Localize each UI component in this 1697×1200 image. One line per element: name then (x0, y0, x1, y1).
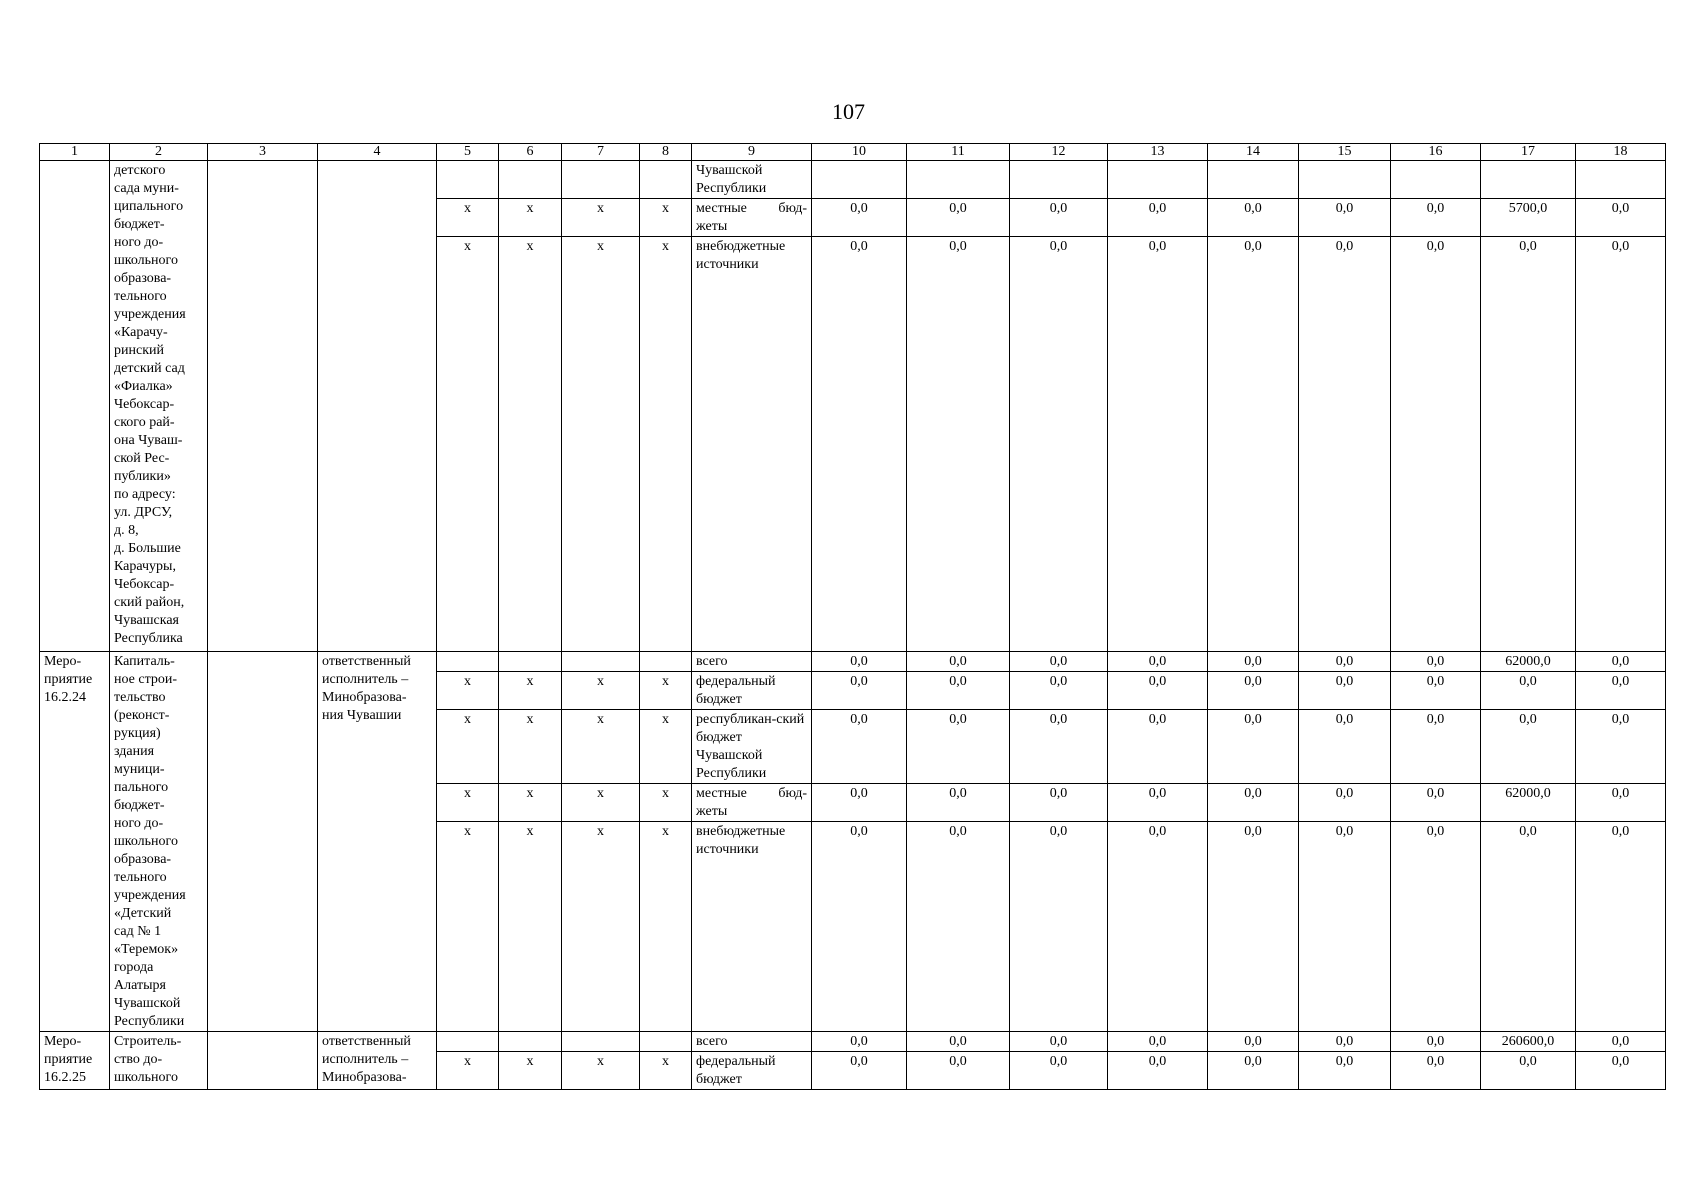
text-line: школьного (114, 834, 178, 849)
value-cell: 0,0 (1576, 710, 1666, 784)
text-line: ство до- (114, 1052, 163, 1067)
text-line: ния Чувашии (322, 708, 402, 723)
funding-source-cell: внебюджетные источники (692, 822, 812, 1032)
header-cell: 9 (692, 144, 812, 161)
value-cell: 5700,0 (1481, 199, 1576, 237)
value-cell: 0,0 (1108, 784, 1208, 822)
value-cell: 0,0 (1208, 672, 1299, 710)
event-number-cell (40, 161, 110, 652)
header-cell: 14 (1208, 144, 1299, 161)
value-cell: 0,0 (812, 822, 907, 1032)
code-cell: x (562, 784, 640, 822)
funding-source-cell: местные бюд-жеты (692, 199, 812, 237)
executor-cell (318, 652, 437, 1032)
text-line: тельство (114, 690, 166, 705)
value-cell: 0,0 (1208, 199, 1299, 237)
value-cell (1010, 161, 1108, 199)
value-cell: 0,0 (1299, 710, 1391, 784)
text-line: учреждения (114, 888, 186, 903)
header-cell: 11 (907, 144, 1010, 161)
value-cell: 0,0 (1391, 784, 1481, 822)
text-line: она Чуваш- (114, 433, 183, 448)
code-cell (437, 1032, 499, 1052)
value-cell: 0,0 (1576, 1052, 1666, 1090)
funding-source-cell: республикан-ский бюджет Чувашской Республики (692, 710, 812, 784)
code-cell (499, 1032, 562, 1052)
funding-source-cell: внебюджетные источники (692, 237, 812, 652)
value-cell: 0,0 (1208, 822, 1299, 1032)
text-line: ской Рес- (114, 451, 170, 466)
value-cell (812, 161, 907, 199)
event-name-cell (110, 652, 208, 1032)
value-cell: 0,0 (1481, 672, 1576, 710)
code-cell: x (437, 1052, 499, 1090)
text-line: 16.2.24 (44, 690, 86, 705)
value-cell: 0,0 (1010, 672, 1108, 710)
text-line: образова- (114, 271, 172, 286)
code-cell (437, 161, 499, 199)
text-line: Строитель- (114, 1034, 182, 1049)
table-row (40, 1032, 1666, 1052)
code-cell (640, 1032, 692, 1052)
value-cell (1391, 161, 1481, 199)
header-cell: 16 (1391, 144, 1481, 161)
value-cell: 0,0 (1576, 822, 1666, 1032)
header-cell: 3 (208, 144, 318, 161)
value-cell (1108, 161, 1208, 199)
value-cell: 0,0 (1010, 822, 1108, 1032)
value-cell: 0,0 (1576, 199, 1666, 237)
text-line: сада муни- (114, 181, 179, 196)
text-line: Алатыря (114, 978, 166, 993)
code-cell: x (562, 237, 640, 652)
funding-source-cell: федеральный бюджет (692, 672, 812, 710)
value-cell: 0,0 (907, 710, 1010, 784)
text-line: ский район, (114, 595, 185, 610)
text-line: приятие (44, 1052, 93, 1067)
event-name-cell (110, 161, 208, 652)
text-line: тельного (114, 870, 167, 885)
table-row (40, 161, 1666, 199)
code-cell: x (437, 784, 499, 822)
text-line: Республики (114, 1014, 185, 1029)
text-line: ответственный (322, 1034, 411, 1049)
code-cell: x (499, 237, 562, 652)
text-line: школьного (114, 253, 178, 268)
value-cell: 0,0 (1481, 710, 1576, 784)
text-line: Чувашской (114, 996, 181, 1011)
code-cell: x (640, 199, 692, 237)
code-cell: x (640, 784, 692, 822)
code-cell: x (640, 1052, 692, 1090)
value-cell: 0,0 (1391, 652, 1481, 672)
value-cell: 0,0 (1481, 1052, 1576, 1090)
code-cell: x (437, 199, 499, 237)
text-line: Чувашская (114, 613, 179, 628)
code-cell: x (437, 237, 499, 652)
executor-cell (318, 161, 437, 652)
text-line: (реконст- (114, 708, 170, 723)
code-cell (562, 652, 640, 672)
text-line: школьного (114, 1070, 178, 1085)
value-cell: 0,0 (1010, 1032, 1108, 1052)
text-line: Меро- (44, 654, 82, 669)
code-cell (640, 652, 692, 672)
text-line: исполнитель – (322, 672, 409, 687)
value-cell: 0,0 (1208, 1032, 1299, 1052)
value-cell: 0,0 (1208, 652, 1299, 672)
value-cell: 0,0 (1010, 237, 1108, 652)
value-cell: 0,0 (1108, 1052, 1208, 1090)
text-line: учреждения (114, 307, 186, 322)
value-cell: 260600,0 (1481, 1032, 1576, 1052)
value-cell: 0,0 (1108, 199, 1208, 237)
text-line: пального (114, 780, 169, 795)
text-line: «Фиалка» (114, 379, 173, 394)
value-cell: 0,0 (1010, 784, 1108, 822)
text-line: здания (114, 744, 155, 759)
funding-source-cell: местные бюд-жеты (692, 784, 812, 822)
value-cell: 0,0 (812, 672, 907, 710)
text-line: бюджет- (114, 798, 165, 813)
value-cell: 0,0 (1391, 237, 1481, 652)
funding-source-cell: всего (692, 1032, 812, 1052)
value-cell (907, 161, 1010, 199)
value-cell: 0,0 (1576, 784, 1666, 822)
text-line: сад № 1 (114, 924, 162, 939)
text-line: тельного (114, 289, 167, 304)
value-cell: 0,0 (812, 710, 907, 784)
value-cell: 0,0 (812, 1032, 907, 1052)
header-cell: 4 (318, 144, 437, 161)
value-cell: 0,0 (812, 199, 907, 237)
code-cell (640, 161, 692, 199)
value-cell: 0,0 (1108, 672, 1208, 710)
code-cell: x (562, 672, 640, 710)
code-cell (499, 652, 562, 672)
header-cell: 8 (640, 144, 692, 161)
executor-cell (318, 1032, 437, 1090)
header-cell: 12 (1010, 144, 1108, 161)
value-cell: 0,0 (1481, 822, 1576, 1032)
value-cell: 0,0 (1576, 1032, 1666, 1052)
header-cell: 17 (1481, 144, 1576, 161)
value-cell: 0,0 (907, 199, 1010, 237)
header-cell: 7 (562, 144, 640, 161)
code-cell: x (499, 199, 562, 237)
text-line: ное строи- (114, 672, 178, 687)
value-cell: 0,0 (1299, 1032, 1391, 1052)
text-line: образова- (114, 852, 172, 867)
empty-cell (208, 652, 318, 1032)
value-cell: 0,0 (1391, 822, 1481, 1032)
table-row (40, 652, 1666, 672)
value-cell: 0,0 (1576, 672, 1666, 710)
value-cell: 0,0 (1299, 237, 1391, 652)
header-cell: 15 (1299, 144, 1391, 161)
text-line: Капиталь- (114, 654, 175, 669)
value-cell: 0,0 (907, 652, 1010, 672)
code-cell (562, 1032, 640, 1052)
value-cell (1576, 161, 1666, 199)
event-number-cell (40, 1032, 110, 1090)
code-cell: x (437, 710, 499, 784)
value-cell: 0,0 (812, 652, 907, 672)
code-cell: x (562, 710, 640, 784)
value-cell: 0,0 (1299, 784, 1391, 822)
text-line: ного до- (114, 816, 164, 831)
value-cell: 0,0 (1391, 710, 1481, 784)
text-line: «Теремок» (114, 942, 179, 957)
header-cell: 10 (812, 144, 907, 161)
value-cell: 62000,0 (1481, 652, 1576, 672)
code-cell: x (562, 822, 640, 1032)
code-cell: x (640, 710, 692, 784)
value-cell (1208, 161, 1299, 199)
value-cell: 0,0 (1010, 710, 1108, 784)
value-cell: 0,0 (1299, 1052, 1391, 1090)
budget-table (39, 143, 1666, 1090)
value-cell: 0,0 (1208, 1052, 1299, 1090)
header-cell: 13 (1108, 144, 1208, 161)
text-line: 16.2.25 (44, 1070, 86, 1085)
header-cell: 5 (437, 144, 499, 161)
text-line: Чебоксар- (114, 577, 175, 592)
text-line: муници- (114, 762, 165, 777)
text-line: «Карачу- (114, 325, 168, 340)
value-cell: 0,0 (1010, 652, 1108, 672)
value-cell: 0,0 (1299, 199, 1391, 237)
value-cell: 0,0 (1391, 672, 1481, 710)
text-line: Чебоксар- (114, 397, 175, 412)
funding-source-cell: Чувашской Республики (692, 161, 812, 199)
text-line: «Детский (114, 906, 172, 921)
code-cell: x (437, 672, 499, 710)
empty-cell (208, 1032, 318, 1090)
text-line: Республика (114, 631, 183, 646)
code-cell (562, 161, 640, 199)
value-cell: 0,0 (812, 784, 907, 822)
value-cell: 0,0 (1299, 822, 1391, 1032)
code-cell: x (499, 710, 562, 784)
funding-source-cell: федеральный бюджет (692, 1052, 812, 1090)
text-line: ринский (114, 343, 164, 358)
value-cell: 0,0 (1299, 672, 1391, 710)
text-line: Меро- (44, 1034, 82, 1049)
value-cell: 0,0 (1108, 822, 1208, 1032)
value-cell: 0,0 (1208, 710, 1299, 784)
value-cell: 0,0 (1576, 652, 1666, 672)
value-cell: 0,0 (812, 1052, 907, 1090)
value-cell: 0,0 (1010, 199, 1108, 237)
code-cell: x (562, 1052, 640, 1090)
value-cell: 0,0 (907, 672, 1010, 710)
text-line: рукция) (114, 726, 161, 741)
value-cell: 0,0 (907, 1052, 1010, 1090)
value-cell: 0,0 (1391, 1032, 1481, 1052)
value-cell: 0,0 (907, 784, 1010, 822)
value-cell: 0,0 (1108, 710, 1208, 784)
header-cell: 6 (499, 144, 562, 161)
value-cell: 0,0 (1010, 1052, 1108, 1090)
value-cell: 0,0 (812, 237, 907, 652)
text-line: публики» (114, 469, 171, 484)
text-line: Минобразова- (322, 1070, 407, 1085)
text-line: ответственный (322, 654, 411, 669)
code-cell: x (499, 672, 562, 710)
value-cell (1299, 161, 1391, 199)
value-cell: 0,0 (1108, 237, 1208, 652)
text-line: детского (114, 163, 166, 178)
page-number: 107 (832, 99, 865, 124)
text-line: ного до- (114, 235, 164, 250)
text-line: ского рай- (114, 415, 175, 430)
value-cell: 0,0 (1391, 199, 1481, 237)
text-line: ул. ДРСУ, (114, 505, 173, 520)
text-line: города (114, 960, 154, 975)
text-line: детский сад (114, 361, 185, 376)
value-cell: 62000,0 (1481, 784, 1576, 822)
code-cell: x (562, 199, 640, 237)
value-cell: 0,0 (1481, 237, 1576, 652)
text-line: Минобразова- (322, 690, 407, 705)
funding-source-cell: всего (692, 652, 812, 672)
code-cell: x (499, 784, 562, 822)
text-line: Карачуры, (114, 559, 176, 574)
value-cell: 0,0 (1108, 1032, 1208, 1052)
code-cell: x (499, 822, 562, 1032)
text-line: д. Большие (114, 541, 181, 556)
value-cell: 0,0 (1391, 1052, 1481, 1090)
header-row (40, 144, 1666, 161)
text-line: бюджет- (114, 217, 165, 232)
value-cell: 0,0 (1108, 652, 1208, 672)
header-cell: 2 (110, 144, 208, 161)
code-cell: x (437, 822, 499, 1032)
text-line: по адресу: (114, 487, 176, 502)
event-number-cell (40, 652, 110, 1032)
value-cell: 0,0 (907, 822, 1010, 1032)
code-cell (437, 652, 499, 672)
header-cell: 1 (40, 144, 110, 161)
code-cell: x (640, 237, 692, 652)
code-cell (499, 161, 562, 199)
code-cell: x (640, 822, 692, 1032)
value-cell: 0,0 (907, 1032, 1010, 1052)
header-cell: 18 (1576, 144, 1666, 161)
value-cell: 0,0 (1299, 652, 1391, 672)
event-name-cell (110, 1032, 208, 1090)
text-line: д. 8, (114, 523, 139, 538)
code-cell: x (640, 672, 692, 710)
code-cell: x (499, 1052, 562, 1090)
value-cell: 0,0 (907, 237, 1010, 652)
value-cell: 0,0 (1576, 237, 1666, 652)
value-cell: 0,0 (1208, 784, 1299, 822)
value-cell: 0,0 (1208, 237, 1299, 652)
empty-cell (208, 161, 318, 652)
text-line: приятие (44, 672, 93, 687)
text-line: исполнитель – (322, 1052, 409, 1067)
text-line: ципального (114, 199, 184, 214)
value-cell (1481, 161, 1576, 199)
